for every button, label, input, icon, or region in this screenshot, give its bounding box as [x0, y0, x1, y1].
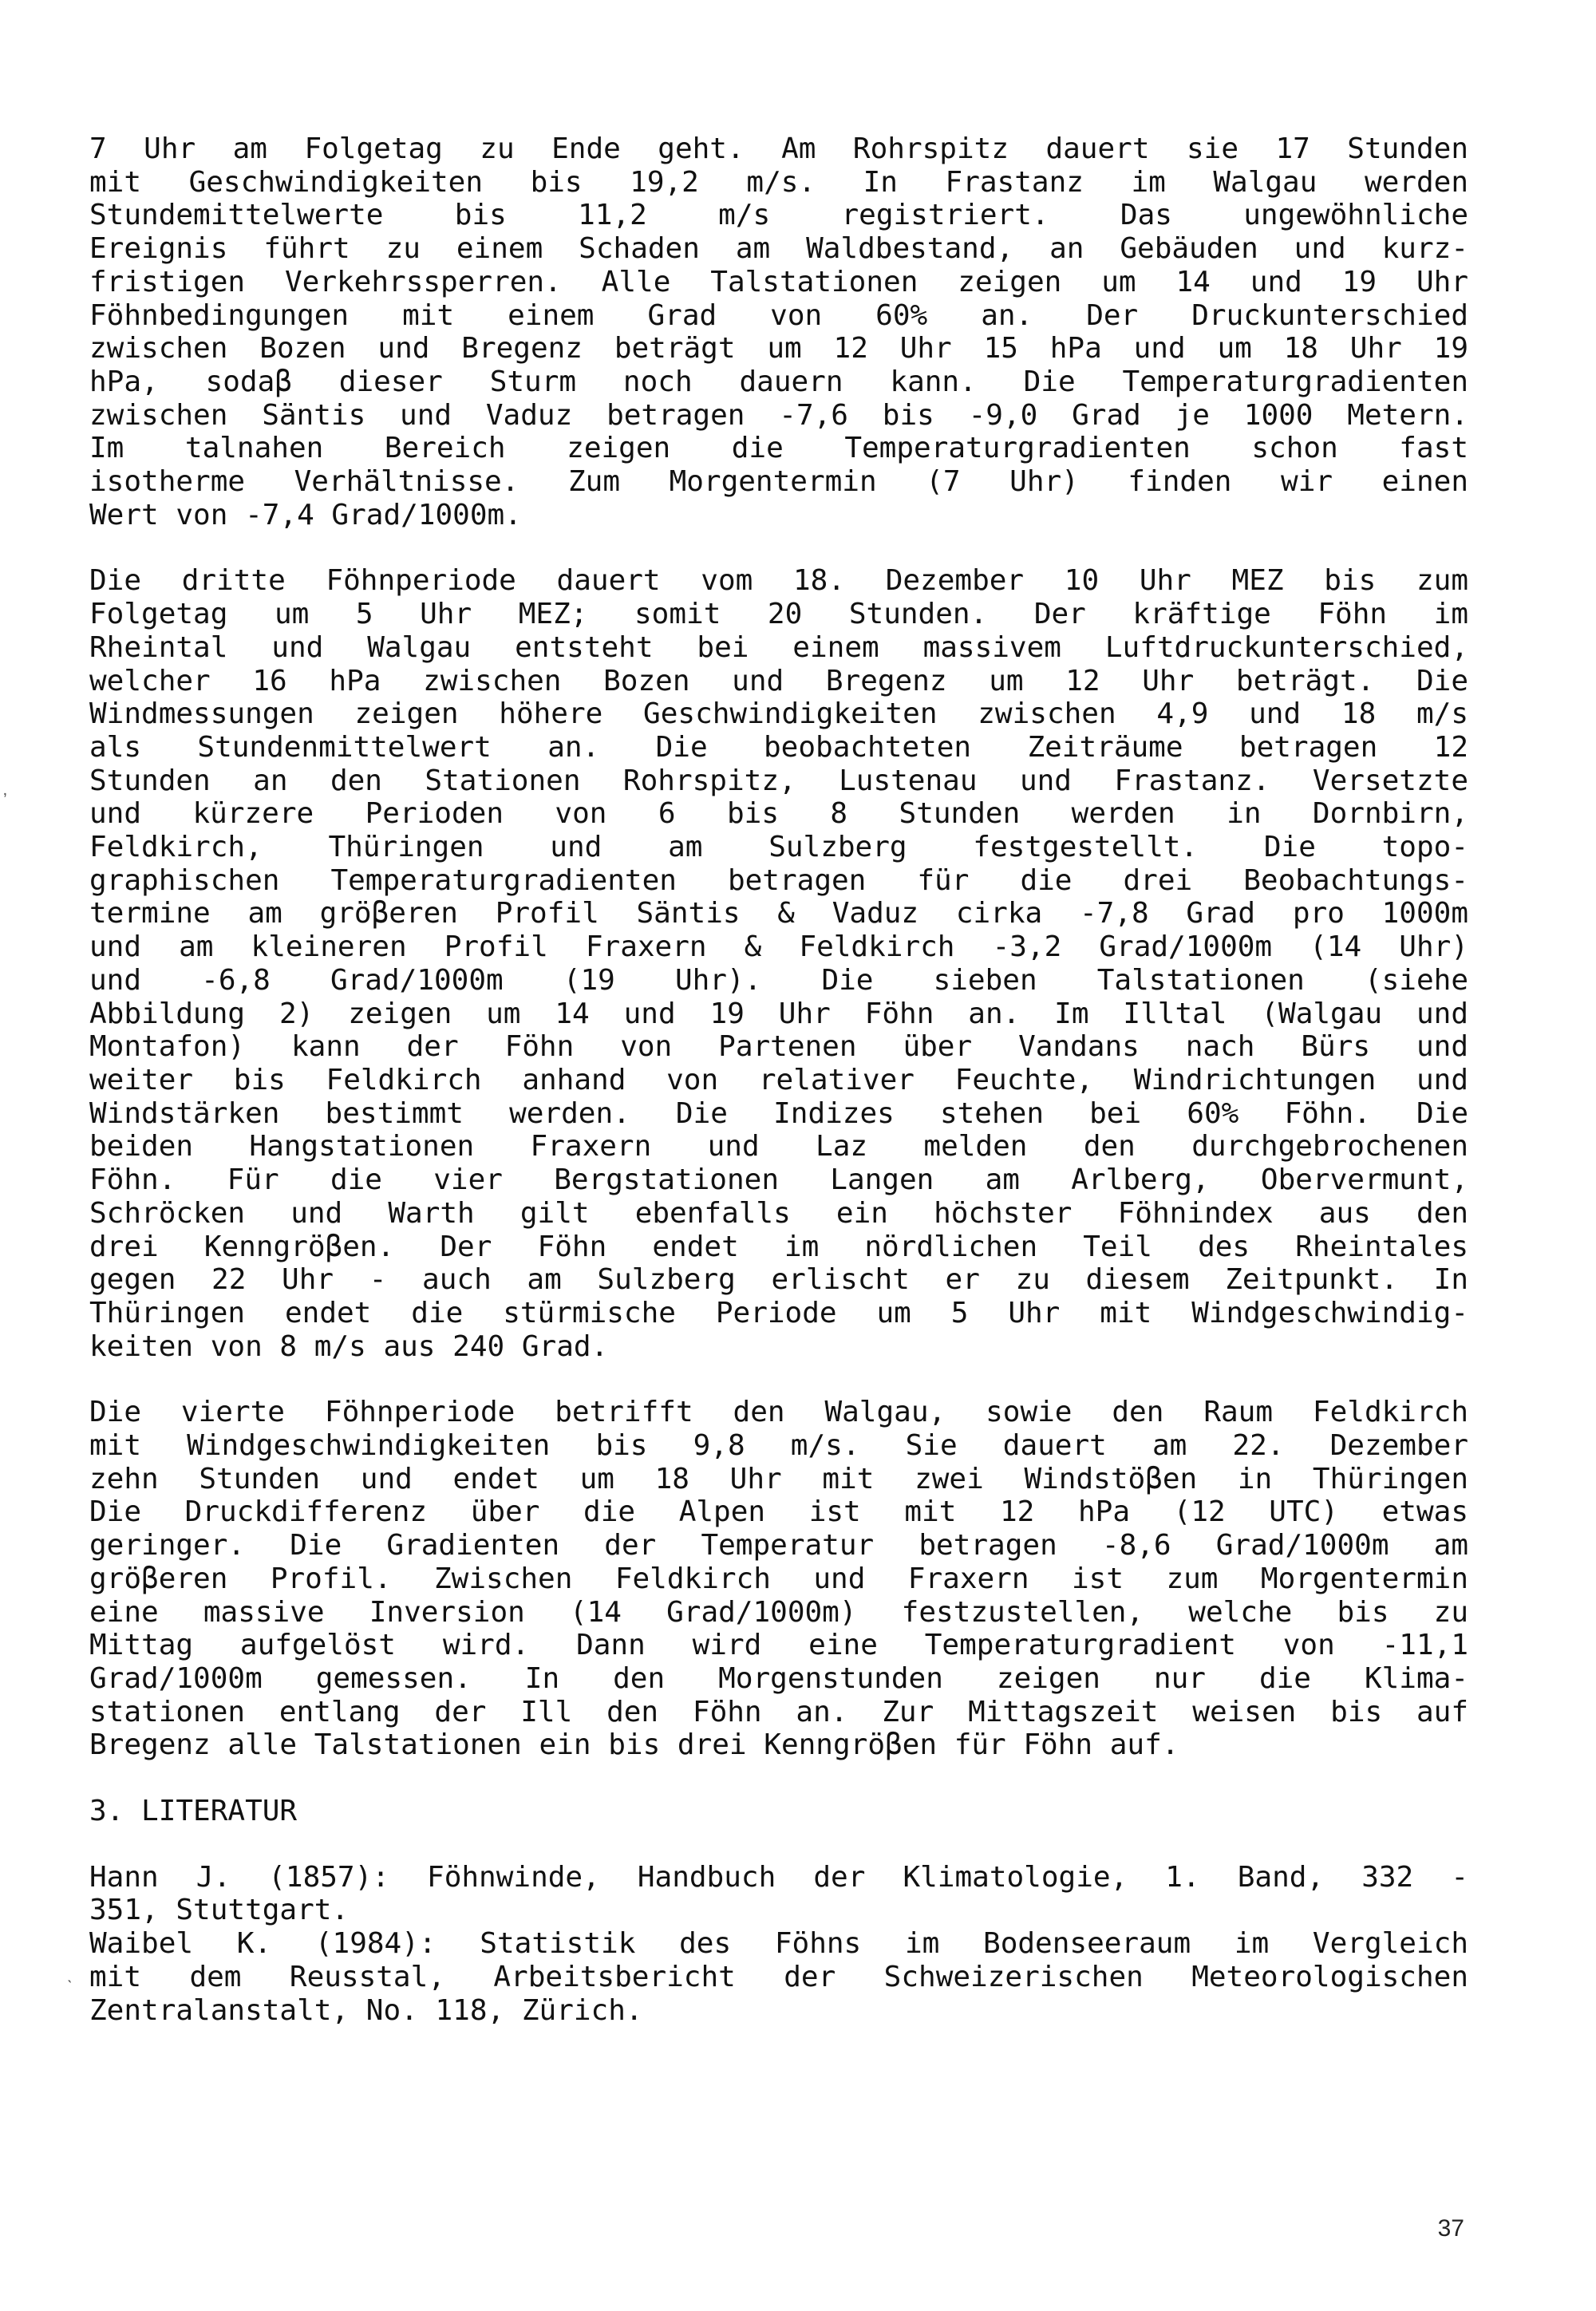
text-line: stationen entlang der Ill den Föhn an. Zur Mittagszeit weisen bis auf	[89, 1695, 1468, 1728]
text-line: fristigen Verkehrssperren. Alle Talstationen zeigen um 14 und 19 Uhr	[89, 265, 1468, 298]
text-line: Windstärken bestimmt werden. Die Indizes stehen bei 60% Föhn. Die	[89, 1096, 1468, 1130]
text-line: und am kleineren Profil Fraxern & Feldkirch -3,2 Grad/1000m (14 Uhr)	[89, 930, 1468, 964]
text-line: Stunden an den Stationen Rohrspitz, Lustenau und Frastanz. Versetzte	[89, 764, 1468, 797]
text-line: zwischen Bozen und Bregenz beträgt um 12 Uhr 15 hPa und um 18 Uhr 19	[89, 332, 1468, 365]
text-line: eine massive Inversion (14 Grad/1000m) festzustellen, welche bis zu	[89, 1595, 1468, 1629]
text-line: keiten von 8 m/s aus 240 Grad.	[89, 1329, 609, 1363]
reference-hann	[89, 1861, 1468, 1927]
paragraph-foehn-period-4	[89, 1396, 1468, 1762]
text-line: Waibel K. (1984): Statistik des Föhns im Bodenseeraum im Vergleich	[89, 1927, 1468, 1961]
text-line: drei Kenngröβen. Der Föhn endet im nördlichen Teil des Rheintales	[89, 1230, 1468, 1263]
text-line: 7 Uhr am Folgetag zu Ende geht. Am Rohrspitz dauert sie 17 Stunden	[89, 132, 1468, 165]
text-line: Wert von -7,4 Grad/1000m.	[89, 498, 522, 531]
text-line: Die dritte Föhnperiode dauert vom 18. Dezember 10 Uhr MEZ bis zum	[89, 564, 1468, 598]
text-line: hPa, sodaβ dieser Sturm noch dauern kann. Die Temperaturgradienten	[89, 365, 1468, 398]
text-line: Bregenz alle Talstationen ein bis drei Kenngröβen für Föhn auf.	[89, 1728, 1179, 1762]
reference-waibel	[89, 1927, 1468, 2027]
text-line: welcher 16 hPa zwischen Bozen und Bregenz um 12 Uhr beträgt. Die	[89, 664, 1468, 697]
text-line: Föhn. Für die vier Bergstationen Langen am Arlberg, Obervermunt,	[89, 1163, 1468, 1197]
text-line: Die vierte Föhnperiode betrifft den Walgau, sowie den Raum Feldkirch	[89, 1396, 1468, 1429]
text-line: Folgetag um 5 Uhr MEZ; somit 20 Stunden. Der kräftige Föhn im	[89, 598, 1468, 631]
text-line: Grad/1000m gemessen. In den Morgenstunden zeigen nur die Klima-	[89, 1661, 1468, 1695]
text-line: Stundemittelwerte bis 11,2 m/s registriert. Das ungewöhnliche	[89, 199, 1468, 232]
text-line: mit Windgeschwindigkeiten bis 9,8 m/s. Sie dauert am 22. Dezember	[89, 1429, 1468, 1463]
text-line: und kürzere Perioden von 6 bis 8 Stunden werden in Dornbirn,	[89, 797, 1468, 831]
text-line: und -6,8 Grad/1000m (19 Uhr). Die sieben Talstationen (siehe	[89, 963, 1468, 997]
text-line: geringer. Die Gradienten der Temperatur betragen -8,6 Grad/1000m am	[89, 1529, 1468, 1562]
text-line: Zentralanstalt, No. 118, Zürich.	[89, 1993, 643, 2027]
text-line: Mittag aufgelöst wird. Dann wird eine Temperaturgradient von -11,1	[89, 1629, 1468, 1662]
text-line: Thüringen endet die stürmische Periode um 5 Uhr mit Windgeschwindig-	[89, 1296, 1468, 1329]
text-line: graphischen Temperaturgradienten betragen für die drei Beobachtungs-	[89, 863, 1468, 897]
text-line: Windmessungen zeigen höhere Geschwindigkeiten zwischen 4,9 und 18 m/s	[89, 697, 1468, 731]
text-line: Rheintal und Walgau entsteht bei einem massivem Luftdruckunterschied,	[89, 630, 1468, 664]
text-line: Föhnbedingungen mit einem Grad von 60% an. Der Druckunterschied	[89, 298, 1468, 332]
text-line: isotherme Verhältnisse. Zum Morgentermin (7 Uhr) finden wir einen	[89, 465, 1468, 499]
text-line: beiden Hangstationen Fraxern und Laz melden den durchgebrochenen	[89, 1130, 1468, 1163]
text-line: Schröcken und Warth gilt ebenfalls ein höchster Föhnindex aus den	[89, 1196, 1468, 1230]
section-heading-literatur: 3. LITERATUR	[89, 1795, 298, 1828]
text-line: termine am gröβeren Profil Säntis & Vaduz cirka -7,8 Grad pro 1000m	[89, 897, 1468, 930]
text-line: als Stundenmittelwert an. Die beobachteten Zeiträume betragen 12	[89, 730, 1468, 764]
text-line: Ereignis führt zu einem Schaden am Waldbestand, an Gebäuden und kurz-	[89, 232, 1468, 266]
text-line: Im talnahen Bereich zeigen die Temperaturgradienten schon fast	[89, 432, 1468, 465]
paragraph-foehn-period-2-end	[89, 132, 1468, 531]
text-line: Feldkirch, Thüringen und am Sulzberg festgestellt. Die topo-	[89, 831, 1468, 864]
text-line: Montafon) kann der Föhn von Partenen über Vandans nach Bürs und	[89, 1030, 1468, 1064]
text-line: mit dem Reusstal, Arbeitsbericht der Schweizerischen Meteorologischen	[89, 1960, 1468, 1993]
text-line: Hann J. (1857): Föhnwinde, Handbuch der Klimatologie, 1. Band, 332 -	[89, 1860, 1468, 1894]
margin-tick-mark: ʼ	[3, 790, 7, 810]
text-line: weiter bis Feldkirch anhand von relativer Feuchte, Windrichtungen und	[89, 1063, 1468, 1096]
text-line: zwischen Säntis und Vaduz betragen -7,6 bis -9,0 Grad je 1000 Metern.	[89, 398, 1468, 432]
text-line: gröβeren Profil. Zwischen Feldkirch und Fraxern ist zum Morgentermin	[89, 1562, 1468, 1595]
margin-tick-mark: ˎ	[67, 1963, 73, 1983]
document-page	[89, 132, 1468, 2027]
text-line: Die Druckdifferenz über die Alpen ist mit 12 hPa (12 UTC) etwas	[89, 1495, 1468, 1529]
page-number: 37	[1437, 2215, 1464, 2242]
text-line: gegen 22 Uhr - auch am Sulzberg erlischt er zu diesem Zeitpunkt. In	[89, 1263, 1468, 1297]
text-line: Abbildung 2) zeigen um 14 und 19 Uhr Föhn an. Im Illtal (Walgau und	[89, 997, 1468, 1030]
text-line: zehn Stunden und endet um 18 Uhr mit zwei Windstöβen in Thüringen	[89, 1462, 1468, 1495]
paragraph-foehn-period-3	[89, 564, 1468, 1363]
text-line: 351, Stuttgart.	[89, 1894, 350, 1927]
text-line: mit Geschwindigkeiten bis 19,2 m/s. In Frastanz im Walgau werden	[89, 165, 1468, 199]
